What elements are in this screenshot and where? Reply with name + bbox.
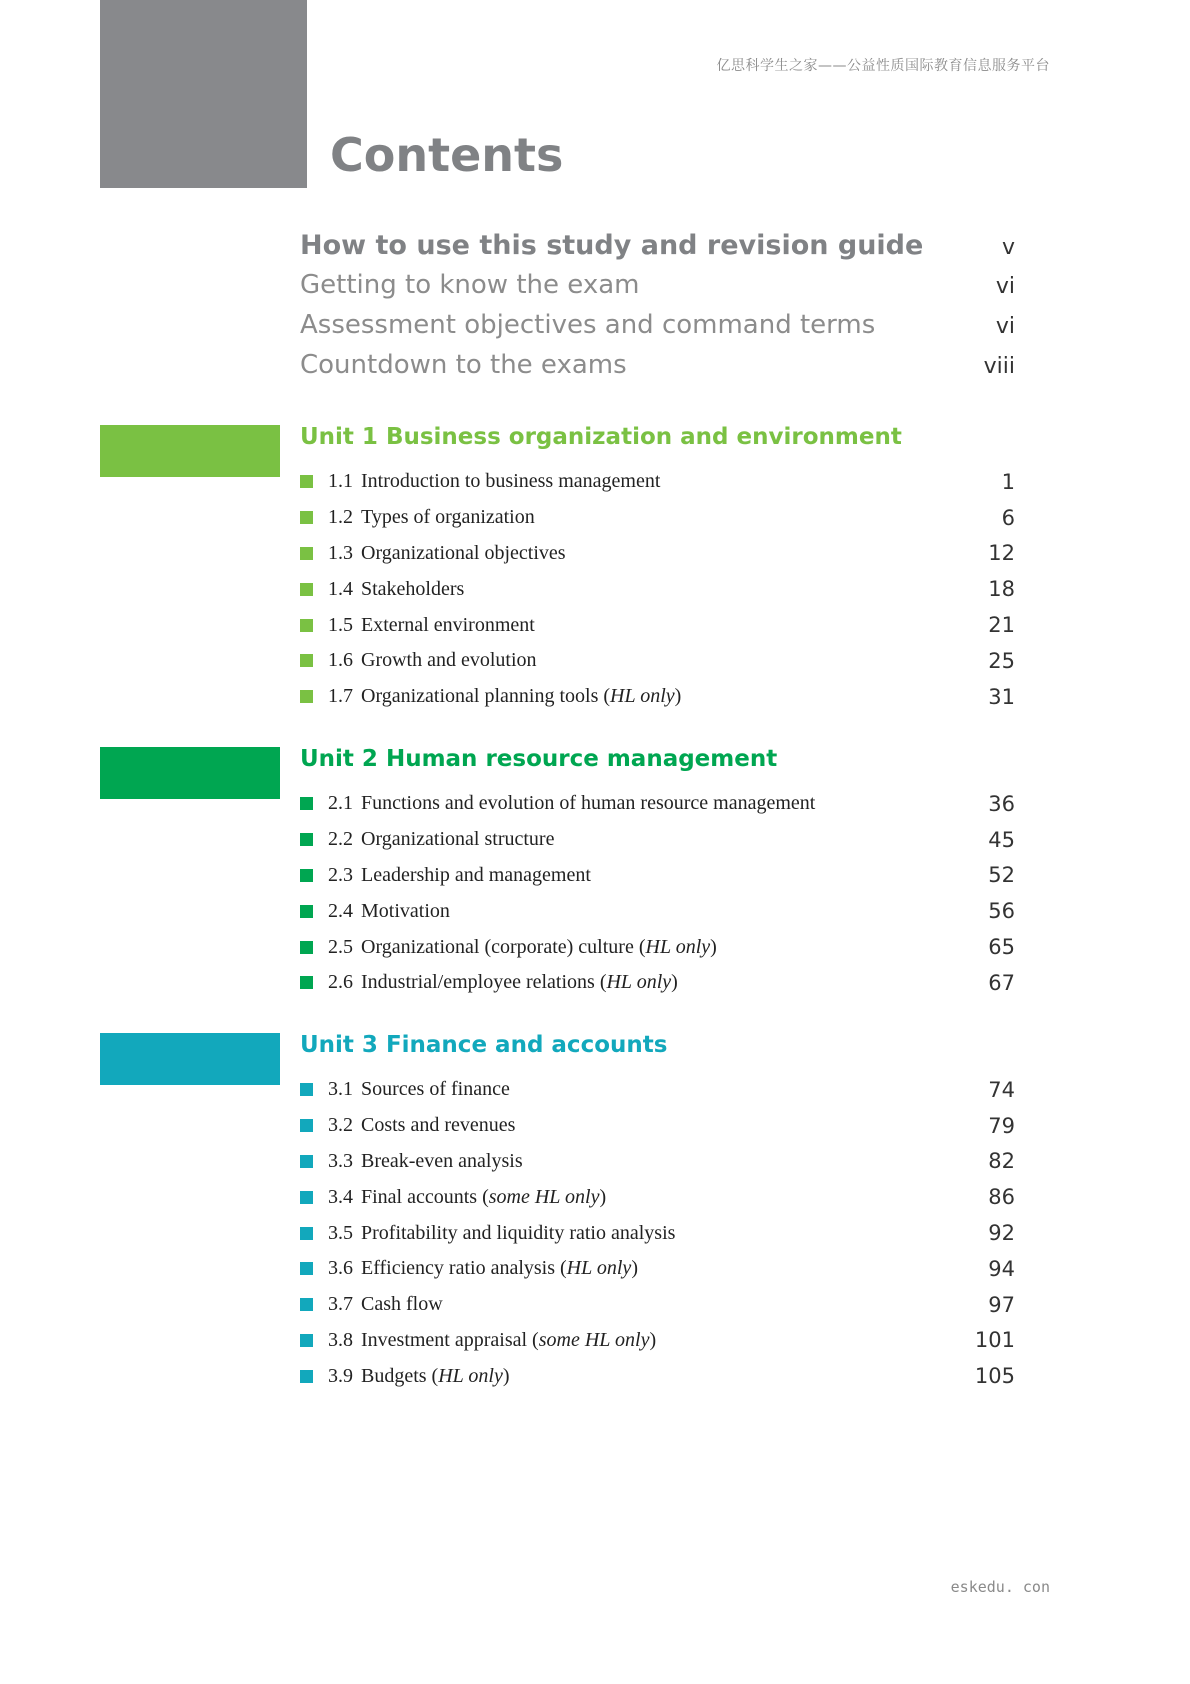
toc-entry-left — [300, 542, 566, 565]
toc-entry-number: 1.6 — [328, 649, 353, 672]
toc-entry-title — [361, 971, 678, 994]
toc-entry-title — [361, 1078, 510, 1101]
unit-3-title[interactable]: Unit 3 Finance and accounts — [300, 1032, 668, 1058]
square-bullet-icon — [300, 1370, 313, 1383]
toc-entry-left — [300, 864, 591, 887]
square-bullet-icon — [300, 511, 313, 524]
toc-entry-title — [361, 792, 815, 815]
toc-entry-number: 3.8 — [328, 1328, 353, 1351]
toc-entry-title-text: Motivation — [361, 899, 450, 922]
toc-entry-close-paren: ) — [674, 685, 682, 708]
square-bullet-icon — [300, 1191, 313, 1204]
toc-entry[interactable] — [300, 893, 1015, 929]
toc-entry-page: 1 — [1001, 469, 1015, 494]
toc-entry[interactable] — [300, 858, 1015, 894]
square-bullet-icon — [300, 1262, 313, 1275]
toc-entry-title-text: Organizational structure — [361, 828, 555, 851]
unit-2-title[interactable]: Unit 2 Human resource management — [300, 746, 778, 772]
toc-entry[interactable] — [300, 1072, 1015, 1108]
toc-entry-page: 6 — [1001, 505, 1015, 530]
square-bullet-icon — [300, 1119, 313, 1132]
toc-entry-title — [361, 649, 537, 672]
toc-entry-number: 2.5 — [328, 935, 353, 958]
square-bullet-icon — [300, 547, 313, 560]
toc-entry[interactable] — [300, 1108, 1015, 1144]
toc-entry-title — [361, 828, 554, 851]
toc-entry-title — [361, 1293, 443, 1316]
grey-corner-block — [100, 0, 307, 188]
front-matter-label: Assessment objectives and command terms — [300, 310, 876, 340]
toc-entry-page: 105 — [974, 1364, 1015, 1389]
square-bullet-icon — [300, 583, 313, 596]
square-bullet-icon — [300, 654, 313, 667]
toc-entry-left — [300, 1222, 675, 1245]
front-matter-page: v — [1001, 235, 1015, 260]
toc-entry-page: 79 — [988, 1113, 1015, 1138]
toc-entry-title — [361, 1186, 606, 1209]
unit-2-color-bar — [100, 747, 280, 799]
toc-entry[interactable] — [300, 965, 1015, 1001]
toc-entry-page: 36 — [988, 791, 1015, 816]
toc-entry-left — [300, 1186, 606, 1209]
unit-2-items — [300, 786, 1015, 1001]
toc-entry-left — [300, 1365, 510, 1388]
toc-entry-title — [361, 614, 535, 637]
toc-entry[interactable] — [300, 571, 1015, 607]
toc-entry-title-text: Leadership and management — [361, 863, 591, 886]
toc-entry-title-text: Industrial/employee relations ( — [361, 971, 607, 994]
toc-entry-close-paren: ) — [502, 1364, 510, 1387]
toc-entry-title — [361, 578, 464, 601]
toc-entry-hl-note: HL only — [438, 1364, 503, 1387]
toc-entry-page: 18 — [988, 577, 1015, 602]
toc-entry-page: 65 — [988, 935, 1015, 960]
unit-1-section — [300, 420, 1015, 715]
toc-entry-number: 2.6 — [328, 971, 353, 994]
toc-entry-title-text: Organizational planning tools ( — [361, 685, 611, 708]
toc-entry-left — [300, 685, 681, 708]
square-bullet-icon — [300, 905, 313, 918]
toc-entry-title-text: Types of organization — [361, 506, 535, 529]
toc-entry[interactable] — [300, 679, 1015, 715]
toc-entry[interactable] — [300, 1144, 1015, 1180]
toc-entry-title-text: Efficiency ratio analysis ( — [361, 1257, 567, 1280]
toc-entry-page: 52 — [988, 863, 1015, 888]
front-matter-list — [300, 230, 1015, 390]
toc-entry-title — [361, 900, 450, 923]
unit-2-section — [300, 742, 1015, 1001]
toc-entry-number: 1.2 — [328, 506, 353, 529]
toc-entry-title — [361, 1257, 638, 1280]
toc-entry[interactable] — [300, 786, 1015, 822]
toc-entry-page: 56 — [988, 899, 1015, 924]
toc-entry-number: 2.4 — [328, 899, 353, 922]
toc-entry-page: 97 — [988, 1292, 1015, 1317]
square-bullet-icon — [300, 690, 313, 703]
toc-entry[interactable] — [300, 1358, 1015, 1394]
square-bullet-icon — [300, 1083, 313, 1096]
toc-entry-number: 3.6 — [328, 1257, 353, 1280]
toc-entry[interactable] — [300, 536, 1015, 572]
toc-entry-page: 12 — [988, 541, 1015, 566]
square-bullet-icon — [300, 941, 313, 954]
front-matter-item[interactable] — [300, 350, 1015, 390]
toc-entry-title-text: External environment — [361, 613, 535, 636]
toc-entry-title-text: Functions and evolution of human resource management — [361, 792, 816, 815]
toc-entry-left — [300, 614, 535, 637]
toc-entry-title — [361, 1365, 510, 1388]
front-matter-item[interactable] — [300, 230, 1015, 270]
toc-entry-hl-note: some HL only — [488, 1185, 600, 1208]
toc-entry-title — [361, 685, 681, 708]
toc-entry-left — [300, 1078, 510, 1101]
toc-entry-number: 3.2 — [328, 1114, 353, 1137]
front-matter-label: How to use this study and revision guide — [300, 230, 924, 261]
toc-entry-title-text: Sources of finance — [361, 1078, 510, 1101]
toc-entry-number: 1.4 — [328, 577, 353, 600]
unit-3-color-bar — [100, 1033, 280, 1085]
toc-entry-hl-note: HL only — [610, 685, 675, 708]
toc-entry-number: 1.1 — [328, 470, 353, 493]
toc-entry[interactable] — [300, 1179, 1015, 1215]
square-bullet-icon — [300, 833, 313, 846]
toc-entry-title-text: Profitability and liquidity ratio analysis — [361, 1221, 676, 1244]
toc-entry-hl-note: HL only — [566, 1257, 632, 1280]
toc-entry-title-text: Costs and revenues — [361, 1114, 516, 1137]
toc-entry-title-text: Introduction to business management — [361, 470, 661, 493]
toc-entry-title — [361, 1222, 675, 1245]
toc-entry-hl-note: HL only — [606, 971, 672, 994]
front-matter-page: vi — [995, 274, 1015, 299]
toc-entry-close-paren: ) — [599, 1185, 607, 1208]
toc-entry[interactable] — [300, 643, 1015, 679]
toc-entry-left — [300, 1293, 443, 1316]
toc-entry-title-text: Organizational objectives — [361, 541, 566, 564]
unit-3-section — [300, 1028, 1015, 1394]
toc-entry-close-paren: ) — [631, 1257, 638, 1280]
toc-entry-left — [300, 971, 678, 994]
toc-entry-left — [300, 900, 450, 923]
toc-entry-left — [300, 792, 815, 815]
toc-entry-title-text: Investment appraisal ( — [361, 1328, 539, 1351]
unit-1-items — [300, 464, 1015, 715]
square-bullet-icon — [300, 1227, 313, 1240]
toc-entry-title-text: Final accounts ( — [361, 1185, 489, 1208]
toc-entry-page: 92 — [988, 1221, 1015, 1246]
toc-entry-number: 2.3 — [328, 863, 353, 886]
square-bullet-icon — [300, 869, 313, 882]
toc-entry-title — [361, 1114, 515, 1137]
toc-entry-title-text: Cash flow — [361, 1293, 443, 1316]
toc-entry-number: 1.5 — [328, 613, 353, 636]
square-bullet-icon — [300, 1334, 313, 1347]
square-bullet-icon — [300, 1155, 313, 1168]
toc-entry-number: 3.1 — [328, 1078, 353, 1101]
toc-entry-close-paren: ) — [671, 971, 678, 994]
toc-entry-number: 1.7 — [328, 685, 353, 708]
toc-entry[interactable] — [300, 1251, 1015, 1287]
toc-entry-title — [361, 542, 566, 565]
toc-entry-number: 1.3 — [328, 541, 353, 564]
unit-1-color-bar — [100, 425, 280, 477]
toc-entry-number: 2.2 — [328, 828, 353, 851]
toc-entry-left — [300, 506, 535, 529]
toc-entry-left — [300, 1114, 515, 1137]
front-matter-label: Countdown to the exams — [300, 350, 627, 380]
toc-entry-page: 45 — [988, 827, 1015, 852]
toc-entry-left — [300, 578, 464, 601]
page-title: Contents — [330, 128, 564, 182]
toc-entry-page: 67 — [988, 970, 1015, 995]
toc-entry-number: 3.3 — [328, 1149, 353, 1172]
toc-entry-page: 101 — [974, 1328, 1015, 1353]
toc-entry-title — [361, 864, 591, 887]
toc-entry-left — [300, 1150, 523, 1173]
toc-entry-hl-note: some HL only — [538, 1328, 650, 1351]
unit-1-title[interactable]: Unit 1 Business organization and environment — [300, 424, 902, 450]
front-matter-item[interactable] — [300, 270, 1015, 310]
toc-entry-title — [361, 1150, 523, 1173]
toc-entry-page: 94 — [988, 1256, 1015, 1281]
toc-entry-title-text: Budgets ( — [361, 1364, 439, 1387]
toc-entry-page: 25 — [988, 648, 1015, 673]
toc-entry-title-text: Organizational (corporate) culture ( — [361, 935, 646, 958]
front-matter-item[interactable] — [300, 310, 1015, 350]
toc-entry-page: 31 — [988, 684, 1015, 709]
toc-entry-left — [300, 649, 537, 672]
toc-entry[interactable] — [300, 822, 1015, 858]
toc-entry[interactable] — [300, 1323, 1015, 1359]
unit-3-items — [300, 1072, 1015, 1394]
toc-entry-close-paren: ) — [649, 1328, 657, 1351]
toc-entry-left — [300, 470, 660, 493]
toc-entry-title-text: Break-even analysis — [361, 1149, 523, 1172]
toc-entry[interactable] — [300, 1287, 1015, 1323]
toc-entry-title — [361, 470, 660, 493]
square-bullet-icon — [300, 976, 313, 989]
toc-entry-left — [300, 1329, 656, 1352]
front-matter-page: viii — [983, 354, 1015, 379]
toc-entry-page: 82 — [988, 1149, 1015, 1174]
toc-entry-number: 3.4 — [328, 1185, 353, 1208]
toc-entry[interactable] — [300, 607, 1015, 643]
toc-entry[interactable] — [300, 464, 1015, 500]
footer-site: eskedu. con — [950, 1578, 1050, 1596]
square-bullet-icon — [300, 1298, 313, 1311]
toc-entry[interactable] — [300, 500, 1015, 536]
toc-entry-number: 3.7 — [328, 1293, 353, 1316]
square-bullet-icon — [300, 797, 313, 810]
toc-entry-hl-note: HL only — [645, 935, 711, 958]
toc-entry-left — [300, 828, 554, 851]
toc-entry-close-paren: ) — [710, 935, 717, 958]
toc-entry-number: 3.9 — [328, 1364, 353, 1387]
toc-entry-page: 74 — [988, 1077, 1015, 1102]
toc-entry-title — [361, 506, 535, 529]
toc-entry-number: 3.5 — [328, 1221, 353, 1244]
header-watermark: 亿思科学生之家——公益性质国际教育信息服务平台 — [716, 58, 1050, 74]
toc-entry-left — [300, 1257, 638, 1280]
toc-entry-title-text: Growth and evolution — [361, 649, 537, 672]
toc-entry-title — [361, 936, 717, 959]
square-bullet-icon — [300, 619, 313, 632]
toc-entry-left — [300, 936, 717, 959]
toc-entry-page: 21 — [988, 613, 1015, 638]
toc-entry[interactable] — [300, 929, 1015, 965]
toc-entry-number: 2.1 — [328, 792, 353, 815]
toc-entry-title-text: Stakeholders — [361, 577, 465, 600]
toc-entry[interactable] — [300, 1215, 1015, 1251]
front-matter-page: vi — [995, 314, 1015, 339]
square-bullet-icon — [300, 475, 313, 488]
toc-entry-title — [361, 1329, 656, 1352]
toc-entry-page: 86 — [988, 1185, 1015, 1210]
front-matter-label: Getting to know the exam — [300, 270, 640, 300]
